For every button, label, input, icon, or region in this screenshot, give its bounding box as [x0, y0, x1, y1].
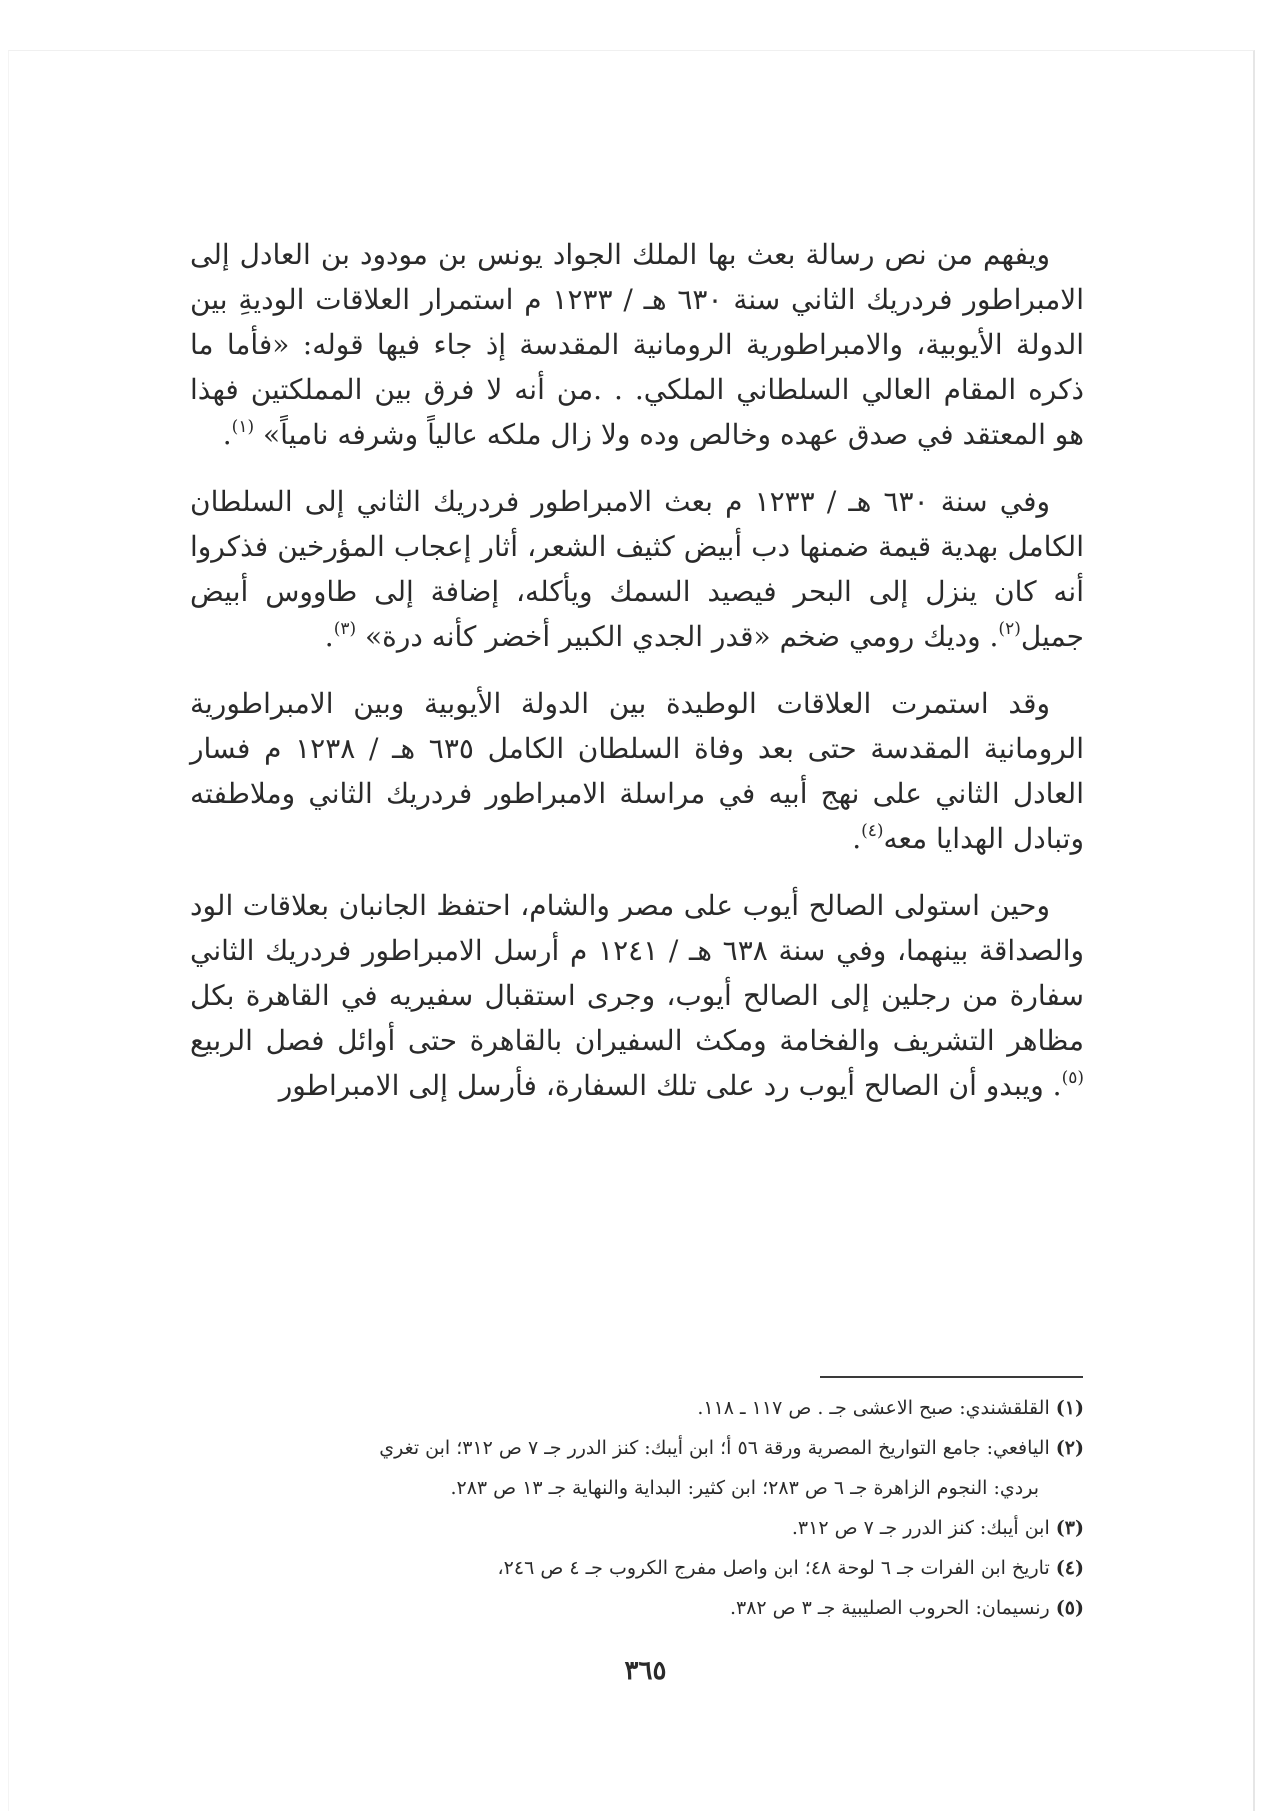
paragraph-text-middle: . وديك رومي ضخم «قدر الجدي الكبير أخضر كأنه درة» [365, 620, 999, 653]
paragraph-text: وفي سنة ٦٣٠ هـ / ١٢٣٣ م بعث الامبراطور فردريك الثاني إلى السلطان الكامل بهدية قيمة ضمنها دب أبيض كثيف الشعر، أثار إعجاب المؤرخين فذكروا أنه كان ينزل إلى البحر فيصيد السمك ويأكله، إضافة إلى طاووس أبيض جميل [190, 485, 1084, 653]
paragraph-3 [190, 681, 1084, 861]
paragraph-1 [190, 232, 1084, 457]
paragraph-tail: . ويبدو أن الصالح أيوب رد على تلك السفارة، فأرسل إلى الامبراطور [278, 1069, 1062, 1102]
paragraph-4 [190, 883, 1084, 1108]
footnote-ref-5[interactable]: (٥) [1061, 1068, 1084, 1088]
footnote-text: القلقشندي: صبح الاعشى جـ . ص ١١٧ ـ ١١٨. [697, 1397, 1050, 1419]
footnote-ref-4[interactable]: (٤) [861, 821, 884, 841]
footnote-text: بردي: النجوم الزاهرة جـ ٦ ص ٢٨٣؛ ابن كثير: البداية والنهاية جـ ١٣ ص ٢٨٣. [450, 1477, 1039, 1499]
footnote-text: ابن أيبك: كنز الدرر جـ ٧ ص ٣١٢. [791, 1517, 1050, 1539]
footnote-ref-3[interactable]: (٣) [333, 619, 357, 639]
footnote-number: (٣) [1055, 1517, 1084, 1539]
footnote-ref-2[interactable]: (٢) [998, 619, 1021, 639]
footnote-5 [190, 1588, 1084, 1628]
paragraph-2 [190, 479, 1084, 659]
footnote-text: رنسيمان: الحروب الصليبية جـ ٣ ص ٣٨٢. [729, 1597, 1050, 1619]
footnote-2-continuation [190, 1468, 1084, 1508]
paragraph-tail: . [852, 822, 862, 855]
footnote-ref-1[interactable]: (١) [231, 417, 255, 437]
footnote-4 [190, 1548, 1084, 1588]
footnote-3 [190, 1508, 1084, 1548]
footnote-separator [820, 1376, 1083, 1378]
paragraph-text: وحين استولى الصالح أيوب على مصر والشام، احتفظ الجانبان بعلاقات الود والصداقة بينهما، وفي سنة ٦٣٨ هـ / ١٢٤١ م أرسل الامبراطور فردريك الثاني سفارة من رجلين إلى الصالح أيوب، وجرى استقبال سفيريه في القاهرة بكل مظاهر التشريف والفخامة ومكث السفيران بالقاهرة حتى أوائل فصل الربيع [190, 889, 1085, 1057]
paragraph-tail: . [222, 418, 232, 451]
footnote-2 [190, 1428, 1084, 1468]
footnote-text: تاريخ ابن الفرات جـ ٦ لوحة ٤٨؛ ابن واصل مفرج الكروب جـ ٤ ص ٢٤٦، [497, 1557, 1050, 1579]
paragraph-tail: . [324, 620, 334, 653]
footnote-number: (٥) [1055, 1597, 1084, 1619]
body-text [190, 232, 1084, 1130]
paragraph-text: ويفهم من نص رسالة بعث بها الملك الجواد يونس بن مودود بن العادل إلى الامبراطور فردريك الثاني سنة ٦٣٠ هـ / ١٢٣٣ م استمرار العلاقات الوديةِ بين الدولة الأيوبية، والامبراطورية الرومانية المقدسة إذ جاء فيها قوله: «فأما ما ذكره المقام العالي السلطاني الملكي. . .من أنه لا فرق بين المملكتين فهذا هو المعتقد في صدق عهده وخالص وده ولا زال ملكه عالياً وشرفه نامياً» [190, 238, 1084, 451]
page-number: ٣٦٥ [624, 1656, 667, 1686]
footnote-number: (٢) [1055, 1437, 1084, 1459]
footnote-1 [190, 1388, 1084, 1428]
footnote-text: اليافعي: جامع التواريخ المصرية ورقة ٥٦ أ؛ ابن أيبك: كنز الدرر جـ ٧ ص ٣١٢؛ ابن تغري [379, 1437, 1050, 1459]
paragraph-text: وقد استمرت العلاقات الوطيدة بين الدولة الأيوبية وبين الامبراطورية الرومانية المقدسة حتى بعد وفاة السلطان الكامل ٦٣٥ هـ / ١٢٣٨ م فسار العادل الثاني على نهج أبيه في مراسلة الامبراطور فردريك الثاني وملاطفته وتبادل الهدايا معه [190, 687, 1084, 855]
footnote-number: (١) [1055, 1397, 1084, 1419]
footnotes [190, 1388, 1084, 1628]
footnote-number: (٤) [1055, 1557, 1084, 1579]
